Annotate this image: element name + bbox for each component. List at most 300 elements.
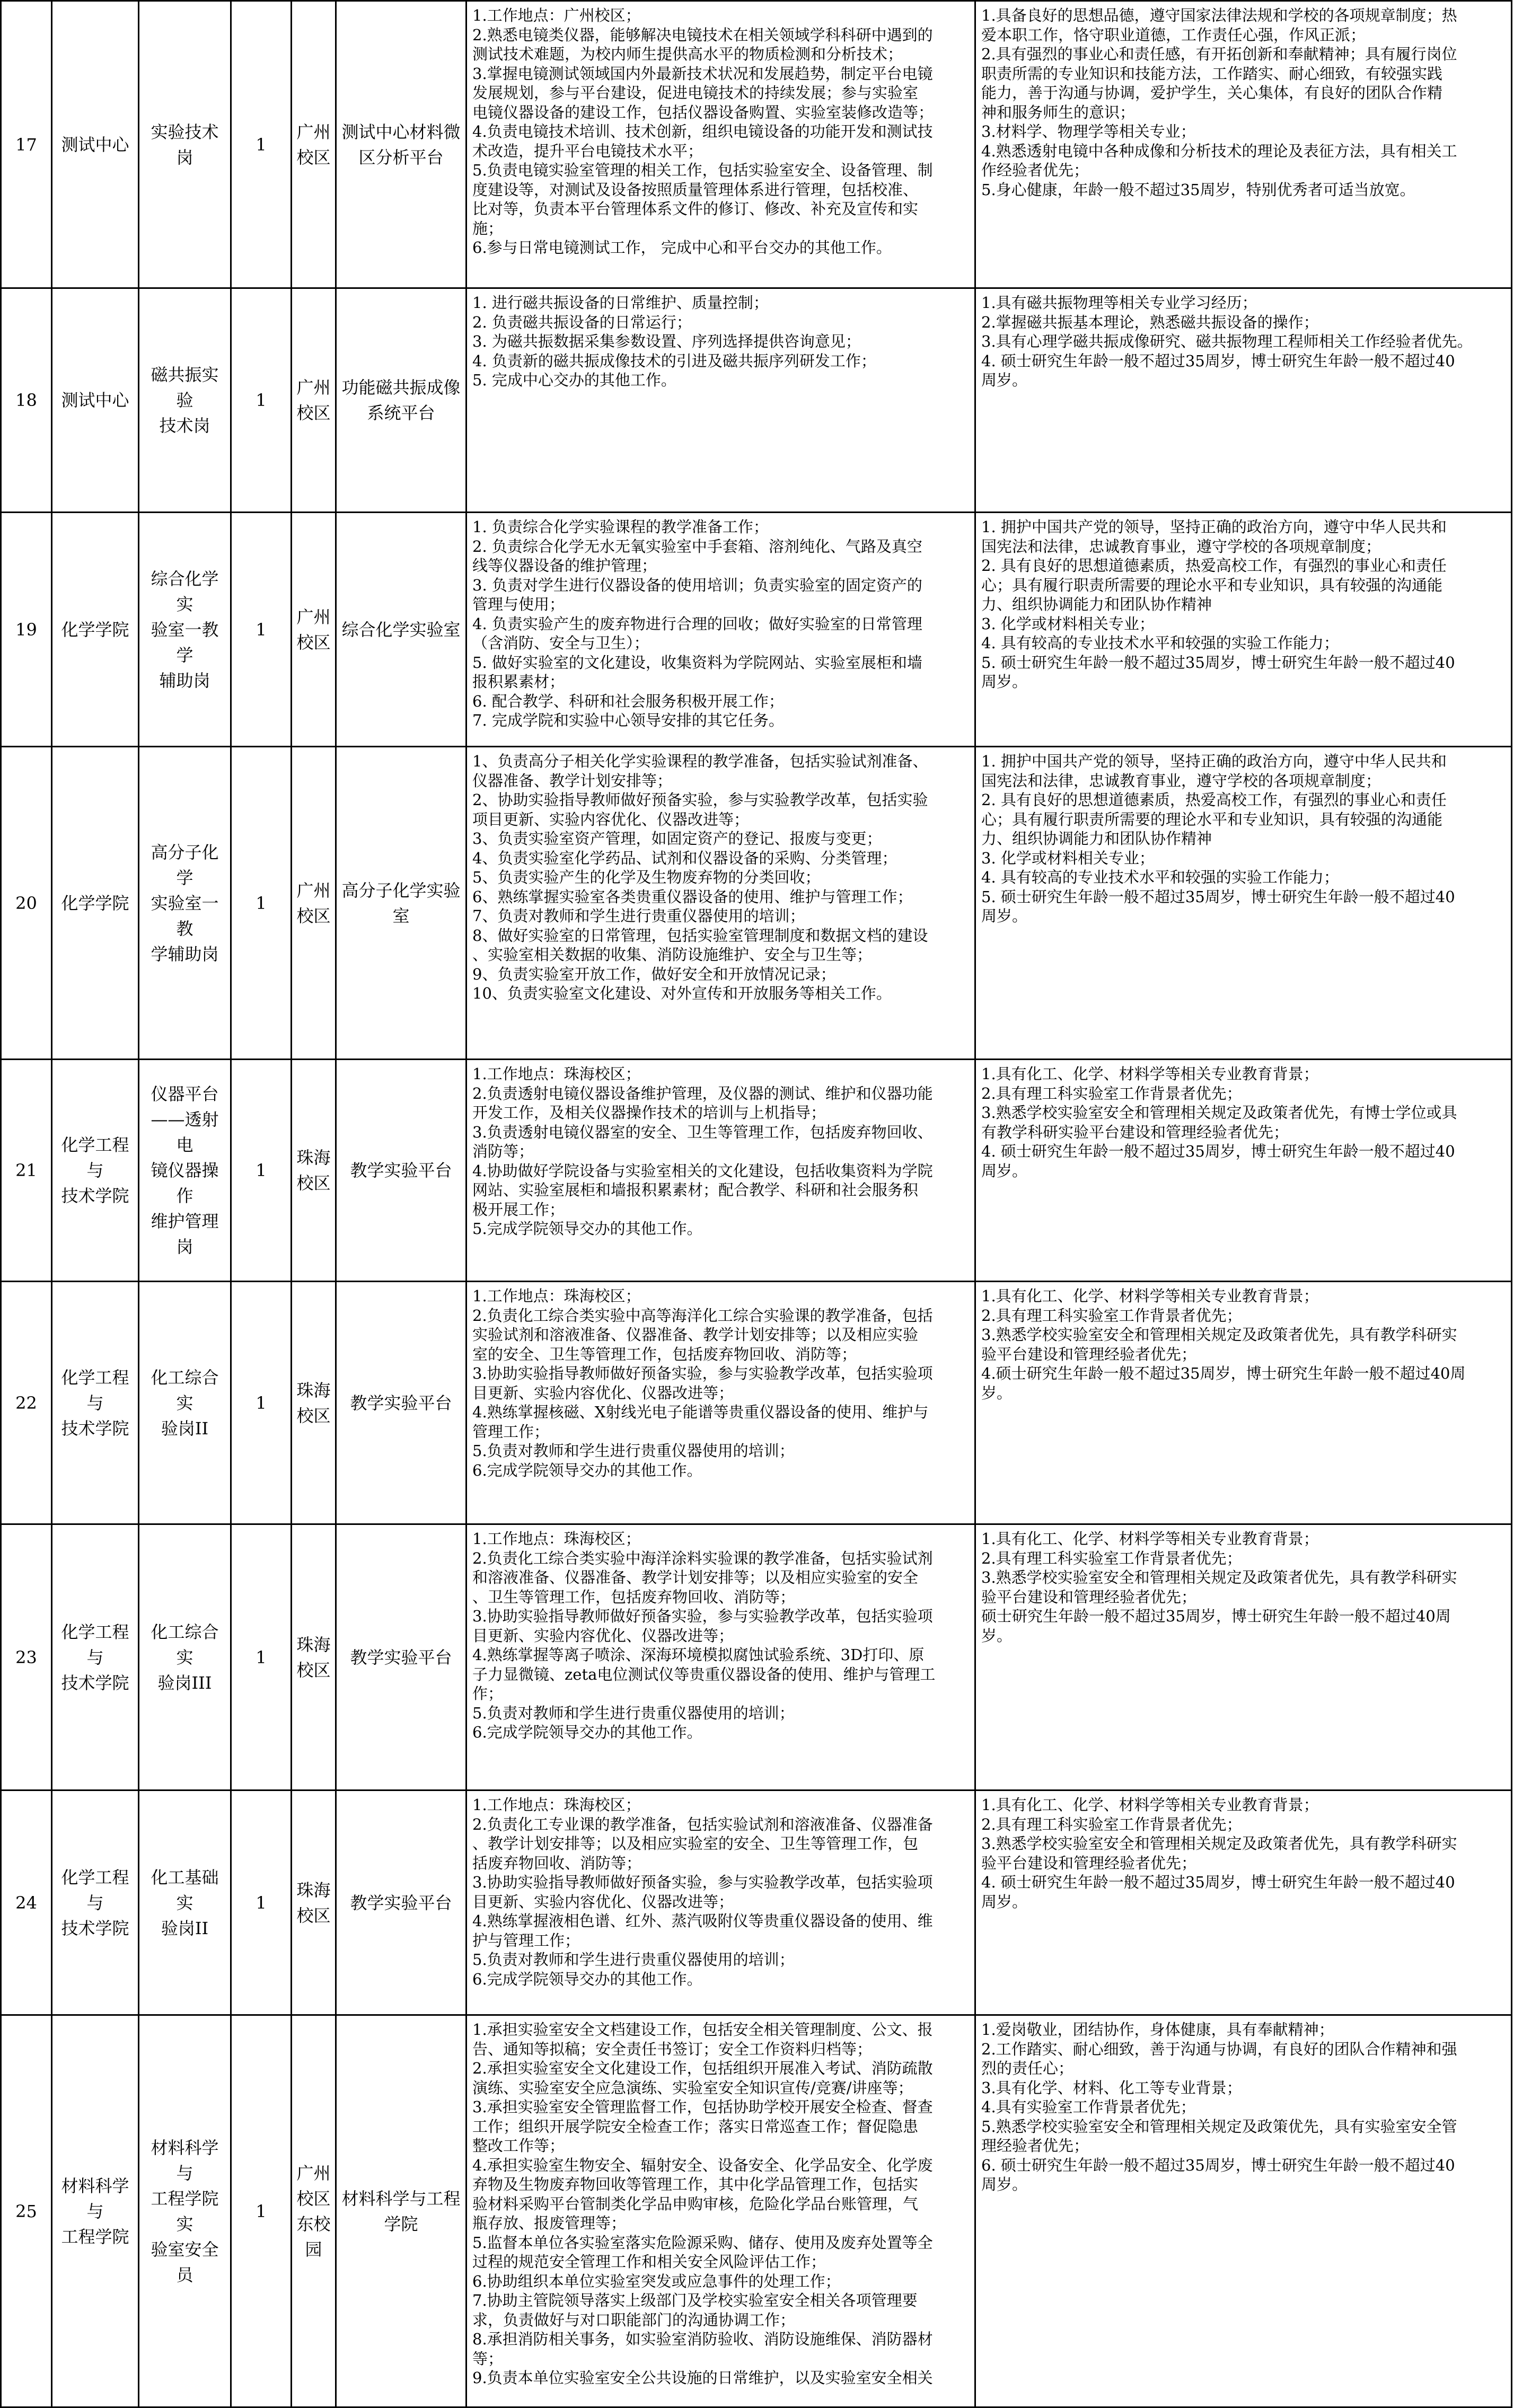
post-name-text: 镜仪器操作 (151, 1160, 219, 1206)
requirement-line: 1.具有化工、化学、材料学等相关专业教育背景； (981, 1530, 1319, 1548)
table-row (1, 1, 1512, 288)
campus-text: 广州 (296, 2163, 331, 2183)
requirement-line: 岁。 (981, 1383, 1013, 1402)
requirement-line: 6. 硕士研究生年龄一般不超过35周岁，博士研究生年龄一般不超过40 (981, 2156, 1455, 2174)
requirement-line: 能力，善于沟通与协调，爱护学生，关心集体，有良好的团队合作精 (981, 84, 1443, 102)
platform-cell (336, 1, 466, 288)
requirement-line: 2. 具有良好的思想道德素质，热爱高校工作，有强烈的事业心和责任 (981, 557, 1447, 575)
duty-line: 4.熟练掌握等离子喷涂、深海环境模拟腐蚀试验系统、3D打印、原 (472, 1646, 925, 1664)
duty-line: 10、负责实验室文化建设、对外宣传和开放服务等相关工作。 (472, 984, 892, 1002)
row-number-text: 24 (15, 1892, 37, 1913)
duty-line: 4.熟练掌握核磁、X射线光电子能谱等贵重仪器设备的使用、维护与 (472, 1403, 929, 1421)
requirement-line: 职责所需的专业知识和技能方法，工作踏实、耐心细致，有较强实践 (981, 64, 1443, 83)
requirement-line: 心；具有履行职责所需要的理论水平和专业知识，具有较强的沟通能 (981, 576, 1443, 594)
duty-line: 6、熟练掌握实验室各类贵重仪器设备的使用、维护与管理工作； (472, 887, 913, 906)
requirement-line: 3.具有化学、材料、化工等专业背景； (981, 2078, 1242, 2097)
headcount-cell (231, 747, 292, 1060)
duty-line: 1.工作地点：珠海校区； (472, 1287, 641, 1305)
duties-cell (466, 513, 975, 747)
duty-line: 1.工作地点：珠海校区； (472, 1530, 641, 1548)
post-name-text: 高分子化学 (151, 842, 219, 888)
unit-cell (52, 2015, 139, 2407)
requirement-line: 3.材料学、物理学等相关专业； (981, 122, 1196, 140)
duty-line: 测试技术难题，为校内师生提供高水平的物质检测和分析技术； (472, 45, 903, 63)
row-number-text: 20 (15, 893, 37, 913)
unit-cell (52, 747, 139, 1060)
duty-line: 1. 进行磁共振设备的日常维护、质量控制； (472, 294, 769, 312)
duty-line: 1.工作地点：广州校区； (472, 6, 641, 24)
unit-text: 工程学院 (61, 2226, 129, 2247)
duty-line: 6.协助组织本单位实验室突发或应急事件的处理工作； (472, 2272, 841, 2290)
post-name-cell (139, 1524, 231, 1790)
duties-cell (466, 1, 975, 288)
duties-cell (466, 1282, 975, 1524)
duty-line: 括废弃物回收、消防等； (472, 1854, 642, 1872)
campus-text: 校区 (296, 2188, 331, 2209)
row-number-cell (1, 747, 52, 1060)
duty-line: 度建设等，对测试及设备按照质量管理体系进行管理，包括校准、 (472, 180, 919, 199)
duty-line: 2.熟悉电镜类仪器，能够解决电镜技术在相关领域学科科研中遇到的 (472, 25, 933, 44)
platform-cell (336, 288, 466, 513)
post-name-text: 辅助岗 (159, 670, 210, 691)
platform-text: 区分析平台 (358, 147, 444, 167)
requirement-line: 4. 硕士研究生年龄一般不超过35周岁，博士研究生年龄一般不超过40 (981, 1873, 1455, 1891)
duty-line: 3、负责实验室资产管理，如固定资产的登记、报废与变更； (472, 830, 882, 848)
duty-line: 5.负责对教师和学生进行贵重仪器使用的培训； (472, 1951, 795, 1969)
duty-line: 告、通知等拟稿；安全责任书签订；安全工作资料归档等； (472, 2040, 873, 2058)
campus-text: 珠海 (296, 1880, 331, 1900)
requirement-line: 周岁。 (981, 1161, 1028, 1180)
duty-line: 施； (472, 219, 504, 237)
campus-text: 珠海 (296, 1380, 331, 1400)
duty-line: 1.工作地点：珠海校区； (472, 1065, 641, 1083)
row-number-cell (1, 1060, 52, 1282)
duty-line: 3.协助实验指导教师做好预备实验，参与实验教学改革，包括实验项 (472, 1607, 933, 1625)
duty-line: 仪器准备、教学计划安排等； (472, 771, 673, 790)
headcount-text: 1 (256, 2201, 267, 2221)
duty-line: 3.协助实验指导教师做好预备实验，参与实验教学改革，包括实验项 (472, 1364, 933, 1382)
requirement-line: 4.熟悉透射电镜中各种成像和分析技术的理论及表征方法，具有相关工 (981, 142, 1457, 160)
campus-text: 校区 (296, 905, 331, 926)
duty-line: 6.完成学院领导交办的其他工作。 (472, 1461, 702, 1479)
campus-cell (292, 2015, 336, 2407)
row-number-text: 18 (15, 390, 37, 410)
campus-text: 校区 (296, 147, 331, 167)
campus-text: 园 (305, 2239, 322, 2260)
unit-text: 材料科学与 (61, 2175, 129, 2221)
duty-line: 目更新、实验内容优化、仪器改进等； (472, 1383, 734, 1402)
campus-text: 广州 (296, 121, 331, 142)
duty-line: 、卫生等管理工作，包括废弃物回收、消防等； (472, 1587, 796, 1606)
row-number-text: 22 (15, 1392, 37, 1413)
campus-cell (292, 747, 336, 1060)
campus-cell (292, 1, 336, 288)
table-body (1, 1, 1512, 2407)
duty-line: 网站、实验室展柜和墙报积累素材；配合教学、科研和社会服务积 (472, 1181, 919, 1199)
post-name-cell (139, 513, 231, 747)
unit-text: 化学工程与 (61, 1621, 129, 1668)
platform-cell (336, 1282, 466, 1524)
row-number-cell (1, 1, 52, 288)
requirements-cell (975, 1790, 1512, 2015)
headcount-cell (231, 1282, 292, 1524)
duty-line: 瓶存放、报废管理等； (472, 2214, 627, 2232)
duty-line: 管理与使用； (472, 595, 565, 613)
duty-line: 4.协助做好学院设备与实验室相关的文化建设，包括收集资料为学院 (472, 1161, 933, 1180)
table-row (1, 747, 1512, 1060)
requirement-line: 周岁。 (981, 371, 1028, 389)
duty-line: 1.工作地点：珠海校区； (472, 1796, 641, 1814)
campus-text: 珠海 (296, 1148, 331, 1168)
requirement-line: 3.具有心理学磁共振成像研究、磁共振物理工程师相关工作经验者优先。 (981, 332, 1473, 350)
headcount-cell (231, 1, 292, 288)
unit-text: 技术学院 (61, 1186, 129, 1206)
requirement-line: 验平台建设和管理经验者优先； (981, 1854, 1197, 1872)
requirements-cell (975, 513, 1512, 747)
requirement-line: 4.具有实验室工作背景者优先； (981, 2098, 1196, 2116)
platform-cell (336, 1524, 466, 1790)
duty-line: 6.完成学院领导交办的其他工作。 (472, 1970, 702, 1988)
requirement-line: 周岁。 (981, 907, 1028, 925)
platform-text: 材料科学与工程 (341, 2188, 461, 2209)
duty-line: 3.承担实验室安全管理监督工作，包括协助学校开展安全检查、督查 (472, 2098, 933, 2116)
requirement-line: 3.熟悉学校实验室安全和管理相关规定及政策者优先，有博士学位或具 (981, 1104, 1457, 1122)
requirement-line: 2.具有强烈的事业心和责任感，有开拓创新和奉献精神；具有履行岗位 (981, 45, 1457, 63)
requirement-line: 有教学科研实验平台建设和管理经验者优先； (981, 1123, 1289, 1141)
requirement-line: 心；具有履行职责所需要的理论水平和专业知识，具有较强的沟通能 (981, 810, 1443, 828)
unit-cell (52, 1524, 139, 1790)
row-number-text: 23 (15, 1647, 37, 1668)
duty-line: 护与管理工作； (472, 1931, 580, 1950)
duty-line: 5.负责对教师和学生进行贵重仪器使用的培训； (472, 1442, 795, 1460)
headcount-cell (231, 1524, 292, 1790)
duty-line: 过程的规范安全管理工作和相关安全风险评估工作； (472, 2253, 826, 2271)
duty-line: 室的安全、卫生等管理工作，包括废弃物回收、消防等； (472, 1345, 857, 1363)
duty-line: 5.完成学院领导交办的其他工作。 (472, 1220, 702, 1238)
campus-text: 校区 (296, 1405, 331, 1426)
platform-text: 室 (392, 905, 410, 926)
requirements-cell (975, 2015, 1512, 2407)
platform-text: 学院 (384, 2213, 418, 2234)
duty-line: 7、负责对教师和学生进行贵重仪器使用的培训； (472, 907, 805, 925)
campus-cell (292, 1790, 336, 2015)
post-name-text: 验岗II (161, 1418, 209, 1439)
headcount-cell (231, 288, 292, 513)
table-row (1, 288, 1512, 513)
requirements-cell (975, 1, 1512, 288)
requirement-line: 1.具有磁共振物理等相关专业学习经历； (981, 294, 1257, 312)
table-row (1, 1060, 1512, 1282)
post-name-text: 维护管理岗 (151, 1211, 219, 1257)
requirement-line: 2.具有理工科实验室工作背景者优先； (981, 1084, 1242, 1102)
requirement-line: 5.熟悉学校实验室安全和管理相关规定及政策优先，具有实验室安全管 (981, 2117, 1457, 2136)
requirement-line: 2.具有理工科实验室工作背景者优先； (981, 1306, 1242, 1325)
duty-line: 5.负责电镜实验室管理的相关工作，包括实验室安全、设备管理、制 (472, 161, 933, 179)
requirement-line: 岁。 (981, 1626, 1013, 1645)
post-name-text: 材料科学与 (151, 2137, 219, 2183)
unit-text: 化学工程与 (61, 1867, 129, 1913)
requirement-line: 周岁。 (981, 2175, 1028, 2193)
duties-cell (466, 747, 975, 1060)
campus-text: 校区 (296, 1173, 331, 1193)
unit-cell (52, 513, 139, 747)
duty-line: 弃物及生物废弃物回收等管理工作，其中化学品管理工作，包括实 (472, 2175, 919, 2193)
row-number-cell (1, 1790, 52, 2015)
post-name-text: 化工综合实 (151, 1621, 219, 1668)
duty-line: 电镜仪器设备的建设工作，包括仪器设备购置、实验室装修改造等； (472, 103, 934, 121)
duty-line: 3.协助实验指导教师做好预备实验，参与实验教学改革，包括实验项 (472, 1873, 933, 1891)
requirements-cell (975, 747, 1512, 1060)
requirements-cell (975, 1524, 1512, 1790)
row-number-cell (1, 288, 52, 513)
campus-cell (292, 288, 336, 513)
duty-line: 极开展工作； (472, 1200, 565, 1219)
table-row (1, 1790, 1512, 2015)
row-number-cell (1, 1282, 52, 1524)
row-number-text: 17 (15, 134, 37, 155)
duty-line: 9.负责本单位实验室安全公共设施的日常维护，以及实验室安全相关 (472, 2369, 933, 2387)
post-name-text: 仪器平台 (151, 1084, 219, 1104)
duty-line: 求，负责做好与对口职能部门的沟通协调工作； (472, 2310, 796, 2329)
duty-line: 4.负责电镜技术培训、技术创新，组织电镜设备的功能开发和测试技 (472, 122, 933, 140)
duty-line: 术改造，提升平台电镜技术水平； (472, 142, 703, 160)
headcount-cell (231, 2015, 292, 2407)
requirement-line: 验平台建设和管理经验者优先； (981, 1345, 1197, 1363)
requirement-line: 硕士研究生年龄一般不超过35周岁，博士研究生年龄一般不超过40周 (981, 1607, 1451, 1625)
duties-cell (466, 288, 975, 513)
unit-text: 测试中心 (61, 134, 129, 155)
headcount-cell (231, 513, 292, 747)
campus-cell (292, 1524, 336, 1790)
duty-line: 8.承担消防相关事务，如实验室消防验收、消防设施维保、消防器材 (472, 2330, 933, 2348)
duty-line: 8、做好实验室的日常管理，包括实验室管理制度和数据文档的建设 (472, 926, 928, 945)
duty-line: 4. 负责实验产生的废弃物进行合理的回收；做好实验室的日常管理 (472, 614, 922, 633)
duty-line: 4.承担实验室生物安全、辐射安全、设备安全、化学品安全、化学废 (472, 2156, 933, 2174)
post-name-text: 学辅助岗 (151, 943, 219, 964)
requirement-line: 力、组织协调能力和团队协作精神 (981, 830, 1212, 848)
duty-line: 工作；组织开展学院安全检查工作；落实日常巡查工作；督促隐患 (472, 2117, 919, 2136)
campus-text: 广州 (296, 880, 331, 901)
headcount-text: 1 (256, 390, 267, 410)
requirement-line: 5. 硕士研究生年龄一般不超过35周岁，博士研究生年龄一般不超过40 (981, 887, 1455, 906)
post-name-cell (139, 1282, 231, 1524)
platform-cell (336, 513, 466, 747)
duty-line: 作； (472, 1684, 504, 1703)
duty-line: 4. 负责新的磁共振成像技术的引进及磁共振序列研发工作； (472, 351, 876, 370)
row-number-text: 25 (15, 2201, 37, 2221)
post-name-cell (139, 288, 231, 513)
duty-line: 3.掌握电镜测试领域国内外最新技术状况和发展趋势，制定平台电镜 (472, 64, 933, 83)
requirement-line: 力、组织协调能力和团队协作精神 (981, 595, 1212, 613)
platform-text: 功能磁共振成像 (341, 377, 461, 398)
requirements-cell (975, 1060, 1512, 1282)
headcount-cell (231, 1790, 292, 2015)
duty-line: 2、协助实验指导教师做好预备实验，参与实验教学改革，包括实验 (472, 791, 928, 809)
post-name-text: 化工基础实 (151, 1867, 219, 1913)
platform-cell (336, 747, 466, 1060)
campus-text: 东校 (296, 2213, 331, 2234)
platform-cell (336, 1060, 466, 1282)
campus-text: 广州 (296, 377, 331, 398)
duty-line: 9、负责实验室开放工作，做好安全和开放情况记录； (472, 965, 836, 983)
campus-cell (292, 513, 336, 747)
duty-line: 、教学计划安排等；以及相应实验室的安全、卫生等管理工作，包 (472, 1834, 919, 1853)
duty-line: 子力显微镜、zeta电位测试仪等贵重仪器设备的使用、维护与管理工 (472, 1665, 936, 1683)
duty-line: 2.负责化工专业课的教学准备，包括实验试剂和溶液准备、仪器准备 (472, 1815, 933, 1833)
unit-cell (52, 288, 139, 513)
requirement-line: 1. 拥护中国共产党的领导，坚持正确的政治方向，遵守中华人民共和 (981, 518, 1447, 536)
duty-line: 项目更新、实验内容优化、仪器改进等； (472, 810, 750, 828)
headcount-text: 1 (256, 1392, 267, 1413)
duties-cell (466, 1790, 975, 2015)
duty-line: 6. 配合教学、科研和社会服务积极开展工作； (472, 692, 784, 710)
post-name-cell (139, 1790, 231, 2015)
requirements-cell (975, 288, 1512, 513)
duties-cell (466, 2015, 975, 2407)
campus-cell (292, 1282, 336, 1524)
requirement-line: 3. 化学或材料相关专业； (981, 849, 1155, 867)
duty-line: 3. 负责对学生进行仪器设备的使用培训；负责实验室的固定资产的 (472, 576, 922, 594)
post-name-text: 实验技术岗 (151, 121, 219, 167)
unit-text: 技术学院 (61, 1918, 129, 1938)
duty-line: 1.承担实验室安全文档建设工作，包括安全相关管理制度、公文、报 (472, 2021, 933, 2039)
requirement-line: 爱本职工作，恪守职业道德，工作责任心强，作风正派； (981, 25, 1366, 44)
platform-text: 系统平台 (367, 403, 435, 423)
duty-line: 验材料采购平台管制类化学品申购审核，危险化学品台账管理，气 (472, 2194, 919, 2213)
post-name-text: ——透射电 (151, 1109, 219, 1155)
post-name-cell (139, 2015, 231, 2407)
requirement-line: 1.具有化工、化学、材料学等相关专业教育背景； (981, 1065, 1319, 1083)
duty-line: 2.负责化工综合类实验中海洋涂料实验课的教学准备，包括实验试剂 (472, 1549, 933, 1567)
row-number-cell (1, 2015, 52, 2407)
duty-line: 2.负责透射电镜仪器设备维护管理，及仪器的测试、维护和仪器功能 (472, 1084, 933, 1102)
unit-text: 测试中心 (61, 390, 129, 410)
duty-line: 6.参与日常电镜测试工作， 完成中心和平台交办的其他工作。 (472, 239, 892, 257)
platform-text: 测试中心材料微 (341, 121, 461, 142)
requirements-cell (975, 1282, 1512, 1524)
duty-line: 2. 负责磁共振设备的日常运行； (472, 313, 692, 331)
headcount-text: 1 (256, 1160, 267, 1180)
campus-cell (292, 1060, 336, 1282)
requirement-line: 4. 硕士研究生年龄一般不超过35周岁，博士研究生年龄一般不超过40 (981, 351, 1455, 370)
duty-line: 实验试剂和溶液准备、仪器准备、教学计划安排等；以及相应实验 (472, 1326, 919, 1344)
duty-line: 7. 完成学院和实验中心领导安排的其它任务。 (472, 711, 784, 729)
duty-line: 2. 负责综合化学无水无氧实验室中手套箱、溶剂纯化、气路及真空 (472, 537, 922, 555)
requirement-line: 4. 具有较高的专业技术水平和较强的实验工作能力； (981, 868, 1339, 886)
requirement-line: 作经验者优先； (981, 161, 1089, 179)
duty-line: 1、负责高分子相关化学实验课程的教学准备，包括实验试剂准备、 (472, 752, 928, 770)
post-name-cell (139, 1, 231, 288)
row-number-text: 21 (15, 1160, 37, 1180)
duty-line: 线等仪器设备的维护管理； (472, 557, 657, 575)
duty-line: 消防等； (472, 1142, 534, 1160)
requirement-line: 1.具有化工、化学、材料学等相关专业教育背景； (981, 1796, 1319, 1814)
requirement-line: 1. 拥护中国共产党的领导，坚持正确的政治方向，遵守中华人民共和 (981, 752, 1447, 770)
requirement-line: 1.具有化工、化学、材料学等相关专业教育背景； (981, 1287, 1319, 1305)
requirement-line: 验平台建设和管理经验者优先； (981, 1587, 1197, 1606)
post-name-cell (139, 1060, 231, 1282)
table-row (1, 2015, 1512, 2407)
unit-cell (52, 1, 139, 288)
requirement-line: 1.具备良好的思想品德，遵守国家法律法规和学校的各项规章制度；热 (981, 6, 1457, 24)
requirement-line: 3.熟悉学校实验室安全和管理相关规定及政策者优先，具有教学科研实 (981, 1568, 1457, 1586)
duty-line: 5.监督本单位各实验室落实危险源采购、储存、使用及废弃处置等全 (472, 2233, 933, 2252)
requirement-line: 5. 硕士研究生年龄一般不超过35周岁，博士研究生年龄一般不超过40 (981, 653, 1455, 672)
campus-text: 珠海 (296, 1634, 331, 1655)
unit-text: 技术学院 (61, 1672, 129, 1693)
post-name-text: 实验室一教 (151, 893, 219, 939)
unit-text: 化学工程与 (61, 1367, 129, 1413)
duties-cell (466, 1524, 975, 1790)
platform-text: 教学实验平台 (350, 1160, 452, 1180)
duty-line: 4、负责实验室化学药品、试剂和仪器设备的采购、分类管理； (472, 849, 897, 867)
duty-line: 和溶液准备、仪器准备、教学计划安排等；以及相应实验室的安全 (472, 1568, 919, 1586)
headcount-text: 1 (256, 893, 267, 913)
unit-cell (52, 1282, 139, 1524)
platform-text: 教学实验平台 (350, 1892, 452, 1913)
campus-text: 广州 (296, 606, 331, 627)
duty-line: 2.负责化工综合类实验中高等海洋化工综合实验课的教学准备，包括 (472, 1306, 933, 1325)
duty-line: 整改工作等； (472, 2137, 565, 2155)
row-number-cell (1, 513, 52, 747)
duty-line: 目更新、实验内容优化、仪器改进等； (472, 1626, 734, 1645)
duties-cell (466, 1060, 975, 1282)
duty-line: 管理工作； (472, 1422, 550, 1441)
unit-text: 化学学院 (61, 619, 129, 640)
duty-line: 6.完成学院领导交办的其他工作。 (472, 1723, 702, 1741)
post-name-text: 验岗III (157, 1672, 212, 1693)
duty-line: 7.协助主管院领导落实上级部门及学校实验室安全相关各项管理要 (472, 2291, 918, 2309)
unit-text: 化学工程与 (61, 1135, 129, 1180)
row-number-text: 19 (15, 619, 37, 640)
duty-line: 1. 负责综合化学实验课程的教学准备工作； (472, 518, 769, 536)
table-row (1, 513, 1512, 747)
requirement-line: 2.具有理工科实验室工作背景者优先； (981, 1815, 1242, 1833)
duty-line: 5、负责实验产生的化学及生物废弃物的分类回收； (472, 868, 821, 886)
duty-line: 等； (472, 2349, 504, 2368)
post-name-text: 验室一教学 (151, 619, 219, 665)
requirement-line: 2.工作踏实、耐心细致，善于沟通与协调，有良好的团队合作精神和强 (981, 2040, 1457, 2058)
platform-text: 高分子化学实验 (341, 880, 461, 901)
campus-text: 校区 (296, 1660, 331, 1680)
requirement-line: 周岁。 (981, 673, 1028, 691)
requirement-line: 2.掌握磁共振基本理论，熟悉磁共振设备的操作； (981, 313, 1319, 331)
platform-text: 教学实验平台 (350, 1392, 452, 1413)
post-name-text: 磁共振实验 (151, 365, 219, 410)
requirement-line: 4. 具有较高的专业技术水平和较强的实验工作能力； (981, 634, 1339, 652)
campus-text: 校区 (296, 632, 331, 652)
unit-text: 技术学院 (61, 1418, 129, 1439)
requirement-line: 神和服务师生的意识； (981, 103, 1136, 121)
headcount-text: 1 (256, 619, 267, 640)
post-name-cell (139, 747, 231, 1060)
requirement-line: 4.硕士研究生年龄一般不超过35周岁，博士研究生年龄一般不超过40周 (981, 1364, 1466, 1382)
unit-text: 化学学院 (61, 893, 129, 913)
post-name-text: 验岗II (161, 1918, 209, 1938)
duty-line: 目更新、实验内容优化、仪器改进等； (472, 1892, 734, 1911)
duty-line: 演练、实验室安全应急演练、实验室安全知识宣传/竞赛/讲座等； (472, 2078, 913, 2097)
requirement-line: 2.具有理工科实验室工作背景者优先； (981, 1549, 1242, 1567)
duty-line: 5. 做好实验室的文化建设，收集资料为学院网站、实验室展柜和墙 (472, 653, 922, 672)
duty-line: 开发工作，及相关仪器操作技术的培训与上机指导； (472, 1104, 826, 1122)
duty-line: 3.负责透射电镜仪器室的安全、卫生等管理工作，包括废弃物回收、 (472, 1123, 933, 1141)
requirement-line: 3. 化学或材料相关专业； (981, 614, 1155, 633)
requirement-line: 4. 硕士研究生年龄一般不超过35周岁，博士研究生年龄一般不超过40 (981, 1142, 1455, 1160)
unit-cell (52, 1790, 139, 2015)
platform-text: 综合化学实验室 (341, 619, 461, 640)
duty-line: 2.承担实验室安全文化建设工作，包括组织开展准入考试、消防疏散 (472, 2059, 933, 2077)
post-name-text: 综合化学实 (151, 568, 219, 614)
